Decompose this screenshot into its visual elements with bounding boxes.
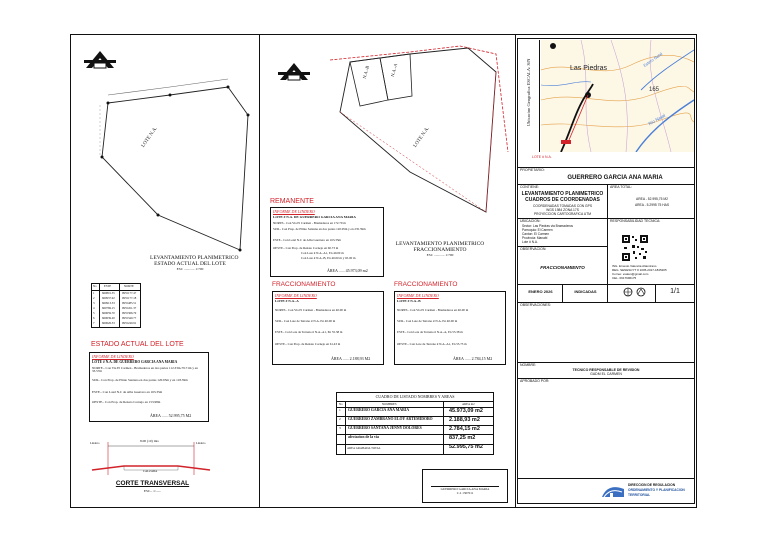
responsible-line: REG. SENESCYT # 1005-2017-1845205 [612, 268, 667, 272]
frac-b-line: NORTE.- Con Via El Carmen - Bramaderos en 40.00 m [397, 308, 469, 312]
report-current [89, 352, 209, 422]
frac-a-line: SUR.- Con Lote de Terreno # N.A. En 40.00 m [275, 319, 336, 323]
report-current-line: OESTE.- Con Prop. de Renato Cornejo en 153.98m [92, 400, 161, 404]
coords-cell: 1 [93, 291, 95, 295]
names-table-cell: GUERRERO ZAMBRANO ELOY ARTEMIDORO [348, 417, 433, 421]
lot-label-current: LOTE N.A. [141, 126, 159, 149]
cross-section-drawing [88, 440, 213, 485]
org-line-2: ORDENAMIENTO Y PLANIFICACION [628, 488, 685, 492]
reviewer-org: GADM EL CARMEN [590, 372, 622, 376]
coords-cell: 9955177.18 [122, 296, 137, 300]
location-label: UBICACION: [520, 219, 541, 223]
names-table-cell: 3 [339, 426, 341, 430]
coordinates-table [91, 283, 141, 328]
remanente-line: SUR.- Con Prop. de Plinio Santana en dos partes 120.95m y en 235.59m [273, 227, 366, 231]
map-vertical-label: Ubicacion Geografica ESCALA: S/N [525, 58, 531, 127]
remanente-line: OESTE.- Con Prop. de Renato Cornejo en 60.73 m [273, 246, 339, 250]
names-header-names: NOMBRES [382, 402, 397, 406]
resp-label: RESPONSABILIDAD TECNICA: [610, 219, 661, 223]
observation-value: FRACCIONAMIENTO [540, 265, 585, 270]
coords-cell: 6 [93, 316, 95, 320]
coords-header-north: NORTE [124, 284, 134, 288]
reviewer-role: TECNICO RESPONSABLE DE REVISION [572, 368, 640, 372]
frac-a-heading: FRACCIONAMIENTO [272, 281, 336, 288]
location-line: Provincia: Manabi [522, 236, 548, 240]
names-table-cell: GUERRERO SANTANA JENNY DOLORES [348, 426, 422, 430]
responsible-line: Correo: evalen@gmail.com [612, 272, 649, 276]
panel2-title-line2: FRACCIONAMIENTO [413, 247, 467, 253]
area-line-1: AREA - 52.995,75 M2 [636, 197, 668, 201]
location-line: Sector: Las Piedras via Bramaderos [522, 224, 574, 228]
names-table-cell: 45.973,09 m2 [449, 408, 483, 414]
qr-code-icon [621, 234, 649, 262]
coords-cell: 660626.33 [102, 321, 115, 325]
content-title-1: LEVANTAMIENTO PLANIMETRICO [521, 191, 604, 197]
map-river-label-1: Estero Natal [642, 51, 664, 68]
panel2-scale: ESC ............ 1:700 [426, 253, 454, 257]
remanente-line: NORTE.- Con Via El Carmen - Bramaderos en 172.79 m [273, 221, 346, 225]
panel-divider-2 [515, 34, 516, 508]
frac-b-title: INFORME DE LINDERO [397, 293, 439, 298]
frac-a-subtitle: LOTE # N.A.-A [275, 299, 299, 303]
cross-road-label: CALZADA [143, 469, 158, 473]
names-header-area: AREA m2 [462, 402, 475, 406]
coords-cell: 660769.15 [102, 306, 115, 310]
date-value: ENERO 2026 [528, 289, 553, 294]
frac-a-line: OESTE.- Con Prop. de Renato Cornejo en 61.43 m [275, 342, 341, 346]
org-line-1: DIRECCION DE REGULACION [628, 483, 676, 487]
report-frac-a [272, 291, 384, 365]
lot-label-a: N.A.-A [389, 62, 399, 78]
name-label: NOMBRE: [520, 363, 537, 367]
location-map [541, 40, 694, 152]
coords-header-east: ESTE [104, 284, 112, 288]
cross-right-label: Lindero [196, 441, 206, 445]
observations-label: OBSERVACIONES: [520, 303, 551, 307]
remanente-line: Con Lote # N.A.-A1, En 40.00 m [301, 251, 344, 255]
lot-label-b: N.A.-B [361, 65, 371, 80]
org-line-3: TERRITORIAL [628, 493, 651, 497]
area-line-2: AREA - 5.2995 75 HAS [634, 203, 670, 207]
remanente-heading: REMANENTE [270, 198, 314, 205]
signature-name: GUERRERO GARCIA ANA MARIA [440, 487, 490, 491]
cross-width-label: 8.00 (10) mts [140, 439, 159, 443]
report-current-line: ESTE.- Con Lotel N.C de Alba Guerrero en 163.35m [92, 390, 163, 394]
frac-b-line: ESTE.- Con Lote de Terreno # N.A.-A, En 55.38 m [397, 330, 463, 334]
coords-cell: 660913.33 [102, 301, 115, 305]
frac-a-line: ESTE.- Con Lote de Terreno # N.A.-A1, En 55.38 m [275, 330, 343, 334]
observation-label: OBSERVACION: [520, 247, 547, 251]
owner-label: PROPIETARIO: [520, 168, 545, 172]
frac-b-area: ÁREA ...... 2.784,15 M2 [453, 356, 493, 361]
names-table-cell: afectacion de la via [348, 435, 379, 439]
content-sub-1: COORDENADAS TOMADAS CON GPS [532, 204, 593, 208]
report-current-line: SUR.- Con Prop. de Plinio Santana en dos partes 120.95m y en 118.39m [92, 378, 188, 382]
section-heading-current: ESTADO ACTUAL DEL LOTE [91, 341, 184, 348]
names-total-label: AREA GRABADA TOTAL [347, 446, 381, 450]
scale-value: INDICADAS [574, 289, 597, 294]
names-table-cell: 2 [339, 417, 341, 421]
frac-b-subtitle: LOTE # N.A.-B [397, 299, 421, 303]
coords-header-no: No [93, 284, 97, 288]
map-river-label-2: Rio Natal [647, 112, 667, 127]
frac-b-line: OESTE.- Con Lote de Terreno # N.A.-A1, En 55.73 m [397, 342, 467, 346]
municipal-logo-icon [600, 483, 626, 499]
names-table-cell: 2.188,93 m2 [449, 417, 480, 423]
names-table-cell: 1 [339, 408, 341, 412]
names-table-cell: 837,25 m2 [449, 435, 476, 441]
coords-cell: 660639.20 [102, 316, 115, 320]
lot-legend: LOTE # N.A. [532, 155, 552, 159]
frac-a-line: NORTE.- Con Via El Carmen - Bramaderos en 40.00 m [275, 308, 347, 312]
north-arrow-icon [82, 48, 118, 70]
coords-cell: 9955451.37 [122, 306, 137, 310]
frac-b-heading: FRACCIONAMIENTO [394, 281, 458, 288]
map-place-label: Las Piedras [570, 65, 607, 72]
panel1-scale: ESC ............ 1:700 [176, 267, 204, 271]
coords-cell: 9955240.91 [122, 321, 137, 325]
signature-role: C.I. 1307011 [456, 491, 474, 495]
frac-a-title: INFORME DE LINDERO [275, 293, 317, 298]
report-current-area: ÁREA ...... 52.995,75 M2 [150, 413, 192, 418]
approved-label: APROBADO POR: [520, 379, 550, 383]
responsible-line: CEL. 0917996175 [612, 276, 637, 280]
remanente-title: INFORME DE LINDERO [273, 209, 315, 214]
names-table-cell: 2.784,15 m2 [449, 426, 480, 432]
location-line: Lote # N.A. [522, 240, 538, 244]
names-table-title: CUADRO DE LISTADO NOMBRES Y AREAS [375, 394, 455, 399]
coords-cell: 660659.70 [102, 311, 115, 315]
remanente-subtitle: LOTE # N.A. DE GUERRERO GARCIA ANA MARIA [273, 215, 356, 219]
signature-box [422, 469, 508, 503]
report-frac-b [394, 291, 506, 365]
location-line: Parroquia: El Carmen [522, 228, 553, 232]
map-contour-label: 165 [649, 87, 660, 93]
report-current-subtitle: LOTE # N.A. DE GUERRERO GARCIA ANA MARIA [92, 360, 178, 364]
cross-section-scale: ESC.- 1:...... [143, 489, 162, 493]
coords-cell: 9955340.77 [122, 316, 137, 320]
coords-cell: 3 [93, 301, 95, 305]
signature-stamp-icon [622, 286, 648, 298]
names-table-cell: GUERRERO GARCIA ANA MARIA [348, 408, 410, 412]
location-line: Canton: El Carmen [522, 232, 550, 236]
report-current-title: INFORME DE LINDERO [92, 354, 134, 359]
content-sub-3: PROYECCION CARTOGRAFICA UTM [533, 212, 592, 216]
content-title-2: CUADROS DE COORDENADAS [525, 197, 600, 203]
panel1-title-line1: LEVANTAMIENTO PLANIMETRICO [150, 255, 239, 261]
coords-cell: 5 [93, 311, 95, 315]
owner-name: GUERRERO GARCIA ANA MARIA [567, 175, 663, 181]
names-header-no: No [339, 402, 343, 406]
coords-cell: 7 [93, 321, 95, 325]
names-total-value: 52.995,75 m2 [449, 444, 483, 450]
cross-section-title: CORTE TRANSVERSAL [115, 480, 190, 487]
panel1-title-line2: ESTADO ACTUAL DEL LOTE [154, 261, 226, 267]
panel2-title-line1: LEVANTAMIENTO PLANIMETRICO [395, 241, 485, 247]
remanente-area: ÁREA ...... 45.973,09 m2 [327, 268, 368, 273]
report-current-line: NORTE.- Con Via El Carmen - Bramaderos en dos partes 112.33m-79.71m y en 33.57m [92, 366, 198, 374]
coords-cell: 660937.92 [102, 296, 115, 300]
coords-cell: 4 [93, 306, 95, 310]
coords-cell: 9955366.79 [122, 311, 137, 315]
report-remanente [270, 207, 384, 277]
coords-cell: 9955177.47 [122, 291, 137, 295]
coords-cell: 660801.35 [102, 291, 115, 295]
content-label: CONTIENE: [520, 185, 540, 189]
coords-cell: 2 [93, 296, 95, 300]
responsible-line: ING. Ernesto Valencia Altamirano [612, 264, 657, 268]
sheet-number: 1/1 [670, 288, 680, 295]
names-areas-table [336, 392, 494, 455]
lot-plan-current [80, 75, 260, 270]
frac-b-line: SUR.- Con Lote de Terreno # N.A. En 40.00 m [397, 319, 458, 323]
lot-label-main: LOTE N.A. [413, 126, 431, 149]
map-side-label-box [519, 40, 540, 152]
remanente-line: ESTE.- Con Lotel N.C de Alba Guerrero en 163.35m [273, 238, 341, 242]
content-sub-2: WGS 1984 ZONA 17S [546, 208, 579, 212]
remanente-line: Con Lote # N.A.-B, En 40.00 m y 65.00 m [301, 256, 356, 260]
frac-a-area: ÁREA ...... 2.188,93 M2 [331, 356, 371, 361]
area-label: AREA TOTAL: [610, 185, 633, 189]
coords-cell: 9955485.51 [122, 301, 137, 305]
cross-left-label: Lindero [90, 441, 100, 445]
